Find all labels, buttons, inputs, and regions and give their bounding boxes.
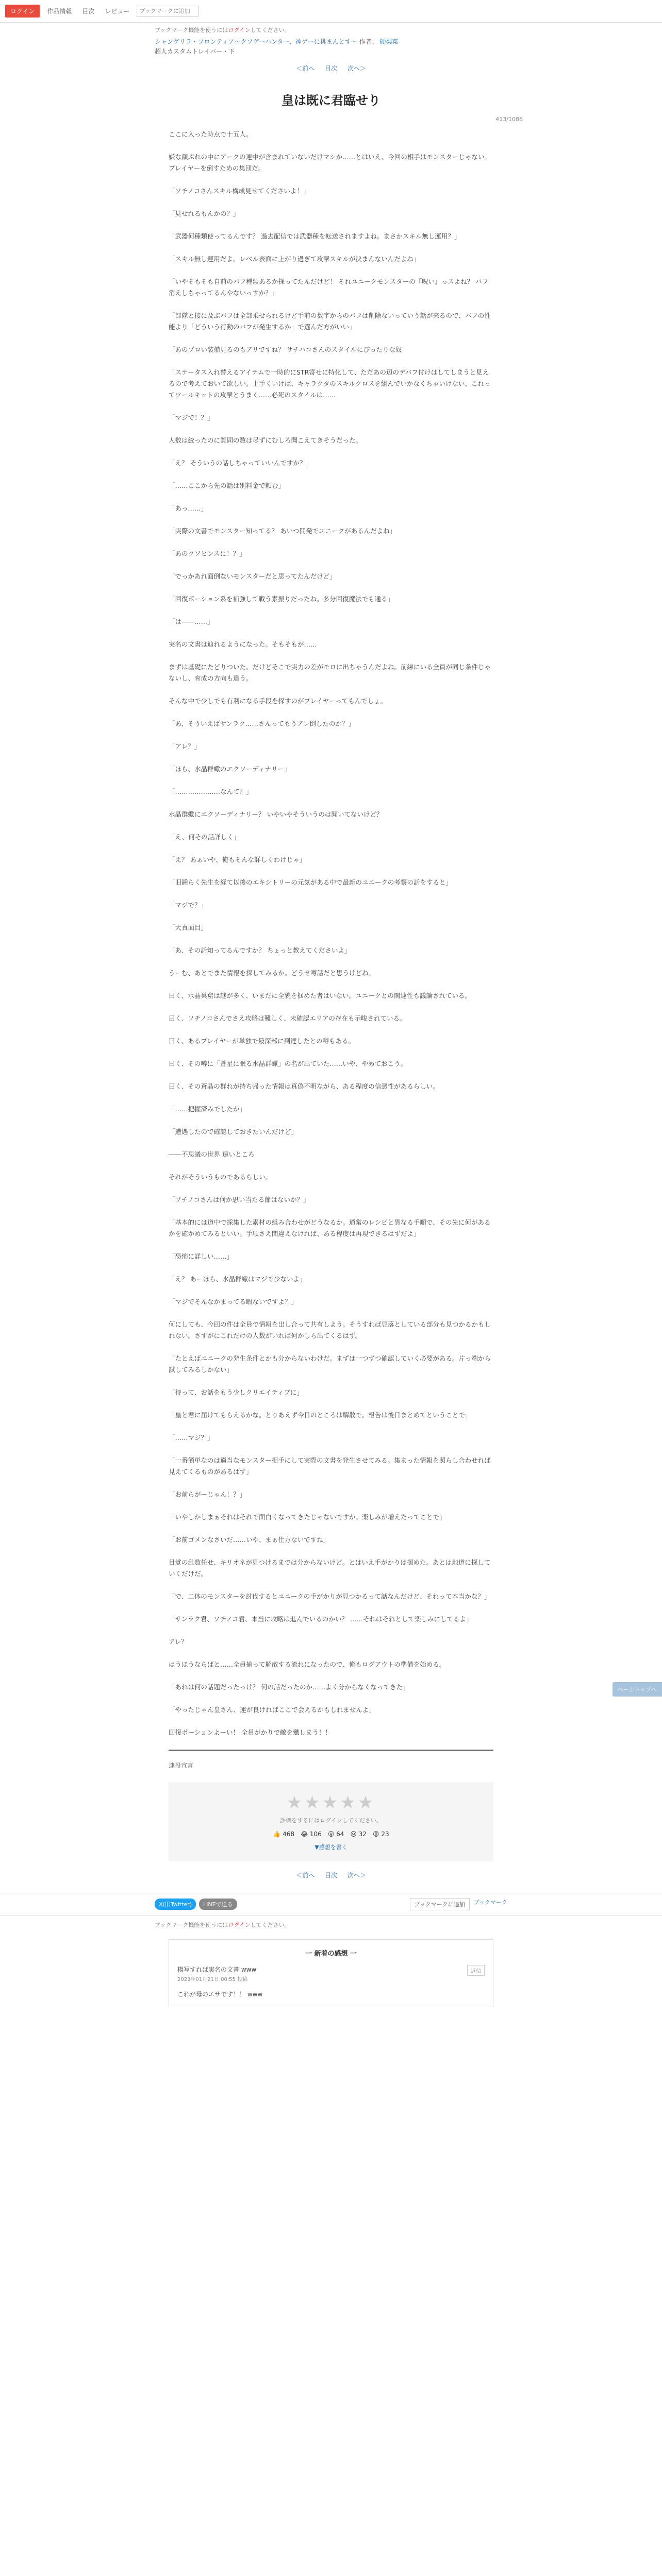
body-paragraph: 「お前ゴメンなさいだ……いや、まぁ仕方ないですね」 [169,1536,330,1544]
body-paragraph: 人数は絞ったのに質問の数は尽ずにむしろ聞こえてきそうだった。 [169,436,362,444]
reaction-like[interactable]: 👍 468 [273,1831,295,1838]
body-paragraph: 「アレ？」 [169,742,201,750]
body-paragraph: 「え、何その話詳しく」 [169,833,240,841]
body-paragraph: 「マジで？」 [169,901,208,909]
body-paragraph: それがそういうものであるらしい。 [169,1173,272,1181]
body-paragraph: そんな中で少しでも有利になる手段を探すのがプレイヤーってもんでしょ。 [169,697,387,705]
body-paragraph: 曰く、その噂に「蒼星に眠る水晶群蠍」の名が出ていた……いや、やめておこう。 [169,1060,407,1067]
body-paragraph: 「スキル無し運用だよ。レベル表面に上がり過ぎて攻撃スキルが決まんないんだよね」 [169,255,420,263]
reaction-laugh[interactable]: 😂 106 [301,1831,322,1838]
body-paragraph: 「いやしかしまぁそれはそれで面白くなってきたじゃないですか。楽しみが増えたってことで」 [169,1513,446,1521]
comment-text: 模写すれば実名の文書 www [177,1966,257,1973]
chapter-title: 皇は既に君臨せり [282,93,380,108]
reply-button[interactable]: 返信 [467,1965,485,1976]
author-link[interactable]: 硬梨菜 [379,38,399,45]
comment-box [169,1939,493,2007]
body-paragraph: 「は――……」 [169,618,214,625]
body-paragraph: 「え？ あーほら、水晶群蠍はマジで少ないよ」 [169,1275,306,1283]
nav-review[interactable]: レビュー [105,8,130,15]
body-paragraph: 「見せれるもんかの？」 [169,210,240,217]
body-paragraph: 目覚の乱数任せ、キリオネが見つけるまでは分からないけど。とはいえ手がかりは掴めた。あとは地道に探していくだけだ。 [169,1558,491,1578]
prev-link-bottom[interactable]: ＜前へ [296,1872,315,1879]
login-notice-bottom [155,1921,662,1929]
body-paragraph: 「大真面目」 [169,924,208,931]
body-paragraph: 「マジでそんなかまってる暇ないですよ？」 [169,1298,298,1306]
nav-work-info[interactable]: 作品情報 [47,8,72,15]
body-paragraph: 曰く、その蒼晶の群れが持ち帰った情報は真偽不明ながら、ある程度の信憑性があるらしい。 [169,1082,439,1090]
body-paragraph: 「いやそもそも自前のバフ種類あるか探ってたんだけど！ それユニークモンスターの『呪い』っスよね？ バフ消えしちゃってるんやないっすか？」 [169,278,489,297]
series-link[interactable]: シャングリラ・フロンティア〜クソゲーハンター、神ゲーに挑まんとす〜 [155,38,357,45]
body-paragraph: 「ソチノコさんは何か思い当たる節はないか？」 [169,1196,310,1204]
reactions [169,1831,493,1838]
body-paragraph: 「あ、その話知ってるんですか？ ちょっと教えてくださいよ」 [169,946,351,954]
author-label: 作者： [359,38,378,45]
top-bar [0,0,662,23]
rating-note: 評価をするにはログインしてください。 [280,1817,382,1824]
body-paragraph: 「恐怖に詳しい……」 [169,1252,234,1260]
body-paragraph: 「ステータス入れ替えるアイテムで一時的にSTR寄せに特化して、ただあの辺のデバフ付けはしてしまうと見えるので考えておいて欲しい。上手くいけば、キャラクタのスキルクロスを組んでいかなくちゃいけない、これってツールキットの攻撃とうまく……必死のスタイルは…… [169,368,491,399]
breadcrumb [155,37,662,46]
body-paragraph: 「実際の文書でモンスター知ってる？ あいつ開発でユニークがあるんだよね」 [169,527,396,535]
body-paragraph: 「旧鍾らく先生を経て以後のエキシトリーの元気がある中で最新のユニークの考察の話をすると」 [169,878,452,886]
next-link-bottom[interactable]: 次へ＞ [347,1872,366,1879]
body-paragraph: 「ほら、水晶群蠍のエクソーディナリー」 [169,765,291,773]
body-paragraph: 「ソチノコさんスキル構成見せてくださいよ！」 [169,187,310,195]
login-notice [155,26,662,34]
body-paragraph: うーむ、あとでまた情報を探してみるか。どうせ噂話だと思うけどね。 [169,969,375,977]
comment-text: これが母のエサです！！ www [177,1991,263,1998]
body-paragraph: 嫌な顔ぶれの中にアークの連中が含まれていないだけマシか……とはいえ、今回の相手はモンスターじゃない。プレイヤーを倒すための集団だ。 [169,153,491,172]
body-paragraph: 「え？ そういうの話しちゃっていいんですか？」 [169,459,312,467]
share-line-button[interactable]: LINEで送る [199,1899,237,1910]
body-paragraph: 実名の文書は辿れるようになった。そもそもが…… [169,640,317,648]
share-buttons [155,1899,237,1910]
reaction-sad[interactable]: 😢 32 [350,1831,367,1838]
next-link[interactable]: 次へ＞ [347,65,366,72]
pager-top [0,64,662,73]
body-paragraph: 「え？ あぁいや、俺もそんな詳しくわけじゃ」 [169,856,306,863]
body-paragraph: 「……マジ？」 [169,1434,214,1442]
prev-link[interactable]: ＜前へ [296,65,315,72]
bookmark-input[interactable] [137,6,198,17]
body-paragraph: 「……ここから先の話は別料金で頼む」 [169,482,285,489]
rating-box [169,1782,493,1861]
chapter-body [169,129,493,1738]
body-paragraph: 「あっ……」 [169,504,207,512]
body-paragraph: 曰く、水晶巣窟は謎が多く、いまだに全貌を掴めた者はいない。ユニークとの関連性も議論されている。 [169,992,472,999]
body-paragraph: 「……把握済みでしたか」 [169,1105,246,1113]
body-paragraph: 「やったじゃん皇さん、運が良ければここで会えるかもしれませんよ」 [169,1706,375,1714]
body-paragraph: 「サンラク君、ソチノコ君、本当に攻略は進んでいるのかい？ ……それはそれとして楽しみにしてるよ」 [169,1615,473,1623]
chapter-subtitle: 超人カスタムトレイバー・下 [155,48,235,55]
page-top-button[interactable]: ページトップへ [613,1682,662,1697]
rating-stars[interactable]: ★★★★★ [286,1792,376,1813]
notice-bottom-login-link[interactable]: ログイン [228,1922,251,1928]
add-bookmark-button[interactable]: ブックマークに追加 [410,1898,470,1910]
body-paragraph: 「遭遇したので確認しておきたいんだけど」 [169,1128,298,1136]
toc-link-bottom[interactable]: 目次 [324,1872,337,1879]
share-x-button[interactable]: X(旧Twitter) [155,1899,196,1910]
body-paragraph: 「部隊と接に及ぶバフは全部乗せられるけど手前の数字からのバフは削除ないっていう話が来るので、バフの性能より「どういう行動のバフが発生するか」で選んだ方がいい」 [169,312,491,331]
body-paragraph: 「一番簡単なのは適当なモンスター相手にして実際の文書を発生させてみる。集まった情報を照らし合わせれば見えてくるものがあるはず」 [169,1456,491,1476]
comment-entry [177,1965,485,1982]
body-paragraph: 「基本的には道中で採集した素材の組み合わせがどうなるか。通常のレシピと異なる手順で、その先に何があるかを確かめてみるといい。手順さえ間違えなければ、ある程度は再現できるはずだよ」 [169,1218,491,1238]
body-paragraph: 「でっかあれ面倒ないモンスターだと思ってたんだけど」 [169,572,336,580]
notice-bottom-text: ブックマーク機能を使うには [155,1922,228,1928]
bookmark-link[interactable]: ブックマーク [473,1899,507,1906]
body-paragraph: 「回復ポーション系を補強して戦う素振りだったね。多分回復魔法でも通る」 [169,595,394,603]
body-paragraph: ここに入った時点で十五人。 [169,130,253,138]
body-paragraph: 「あ、そういえばサンラク……さんってもうアレ倒したのか？」 [169,720,355,727]
body-paragraph: 「たとえばユニークの発生条件とかも分からないわけだ。まずは一つずつ確認していく必要がある。片っ端から試してみるしかない」 [169,1354,491,1374]
body-paragraph: 「で、二体のモンスターを討伐するとユニークの手がかりが見つかるって話なんだけど、それって本当かな？」 [169,1592,491,1600]
notice-tail: してください。 [250,27,290,33]
body-paragraph: 水晶群蠍にエクソーディナリー？ いやいやそういうのは聞いてないけど？ [169,810,383,818]
pager-bottom [0,1871,662,1879]
bottom-bar [0,1893,662,1916]
login-button[interactable]: ログイン [5,5,40,18]
body-paragraph: まずは基礎にたどりついた。だけどそこで実力の差がモロに出ちゃうんだよね。前線にいる全員が同じ条件じゃないし、育成の方向も違う。 [169,663,491,682]
comment-entry [177,1990,485,1998]
notice-bottom-tail: してください。 [250,1922,290,1928]
body-paragraph: 「あのプロい装備見るのもアリですね？ サチハコさんのスタイルにぴったりな奴 [169,346,402,353]
body-paragraph: 回復ポーションよーい！ 全員がかりで敵を殲しまう！！ [169,1728,332,1736]
write-review-link[interactable]: ▼感想を書く [315,1844,347,1851]
comment-meta: 2023年01月21日 00:55 投稿 [177,1977,248,1982]
body-paragraph: アレ？ [169,1638,188,1646]
body-paragraph: 「あれは何の話題だったっけ？ 何の話だったのか……よく分からなくなってきた」 [169,1683,409,1691]
toc-link[interactable]: 目次 [324,65,337,72]
reaction-angry[interactable]: 😡 23 [373,1831,389,1838]
comment-title: 一 新着の感想 一 [305,1950,357,1958]
notice-login-link[interactable]: ログイン [228,27,251,33]
body-paragraph: 曰く、あるプレイヤーが単独で最深部に到達したとの噂もある。 [169,1037,355,1045]
end-divider [169,1750,493,1751]
body-paragraph: 「皇と君に届けてもらえるかな。とりあえず今日のところは解散で。報告は後日まとめてということで」 [169,1411,472,1419]
body-paragraph: 「待って、お話をもう少しクリエイティブに」 [169,1388,304,1396]
end-text: 連投宣言 [169,1762,194,1769]
bookmark-buttons [410,1898,507,1910]
notice-text: ブックマーク機能を使うには [155,27,228,33]
body-paragraph: ――不思議の世界 遠いところ [169,1150,255,1158]
reaction-surprise[interactable]: 😮 64 [327,1831,344,1838]
body-paragraph: 「…………………なんて？」 [169,788,253,795]
body-paragraph: 曰く、ソチノコさんでさえ攻略は難しく、未確認エリアの存在も示唆されている。 [169,1014,406,1022]
nav-toc[interactable]: 目次 [82,8,95,15]
body-paragraph: 「マジで！？」 [169,414,214,421]
body-paragraph: はうほうならばと……全員揃って解散する流れになったので、俺もログアウトの準備を始める。 [169,1660,446,1668]
page-number: 413/1086 [495,116,523,123]
body-paragraph: 「お前らがーじゃん！？」 [169,1490,246,1498]
body-paragraph: 何にしても、今回の件は全員で情報を出し合って共有しよう。そうすれば見落としている部分も見つかるかもしれない。さすがにこれだけの人数がいれば何かしら出てくるはず。 [169,1320,491,1340]
body-paragraph: 「武器何種類使ってるんです？ 過去配信では武器種を転送されますよね。まさかスキル無し運用？」 [169,232,461,240]
body-paragraph: 「あのクソヒンスに！？」 [169,550,246,557]
